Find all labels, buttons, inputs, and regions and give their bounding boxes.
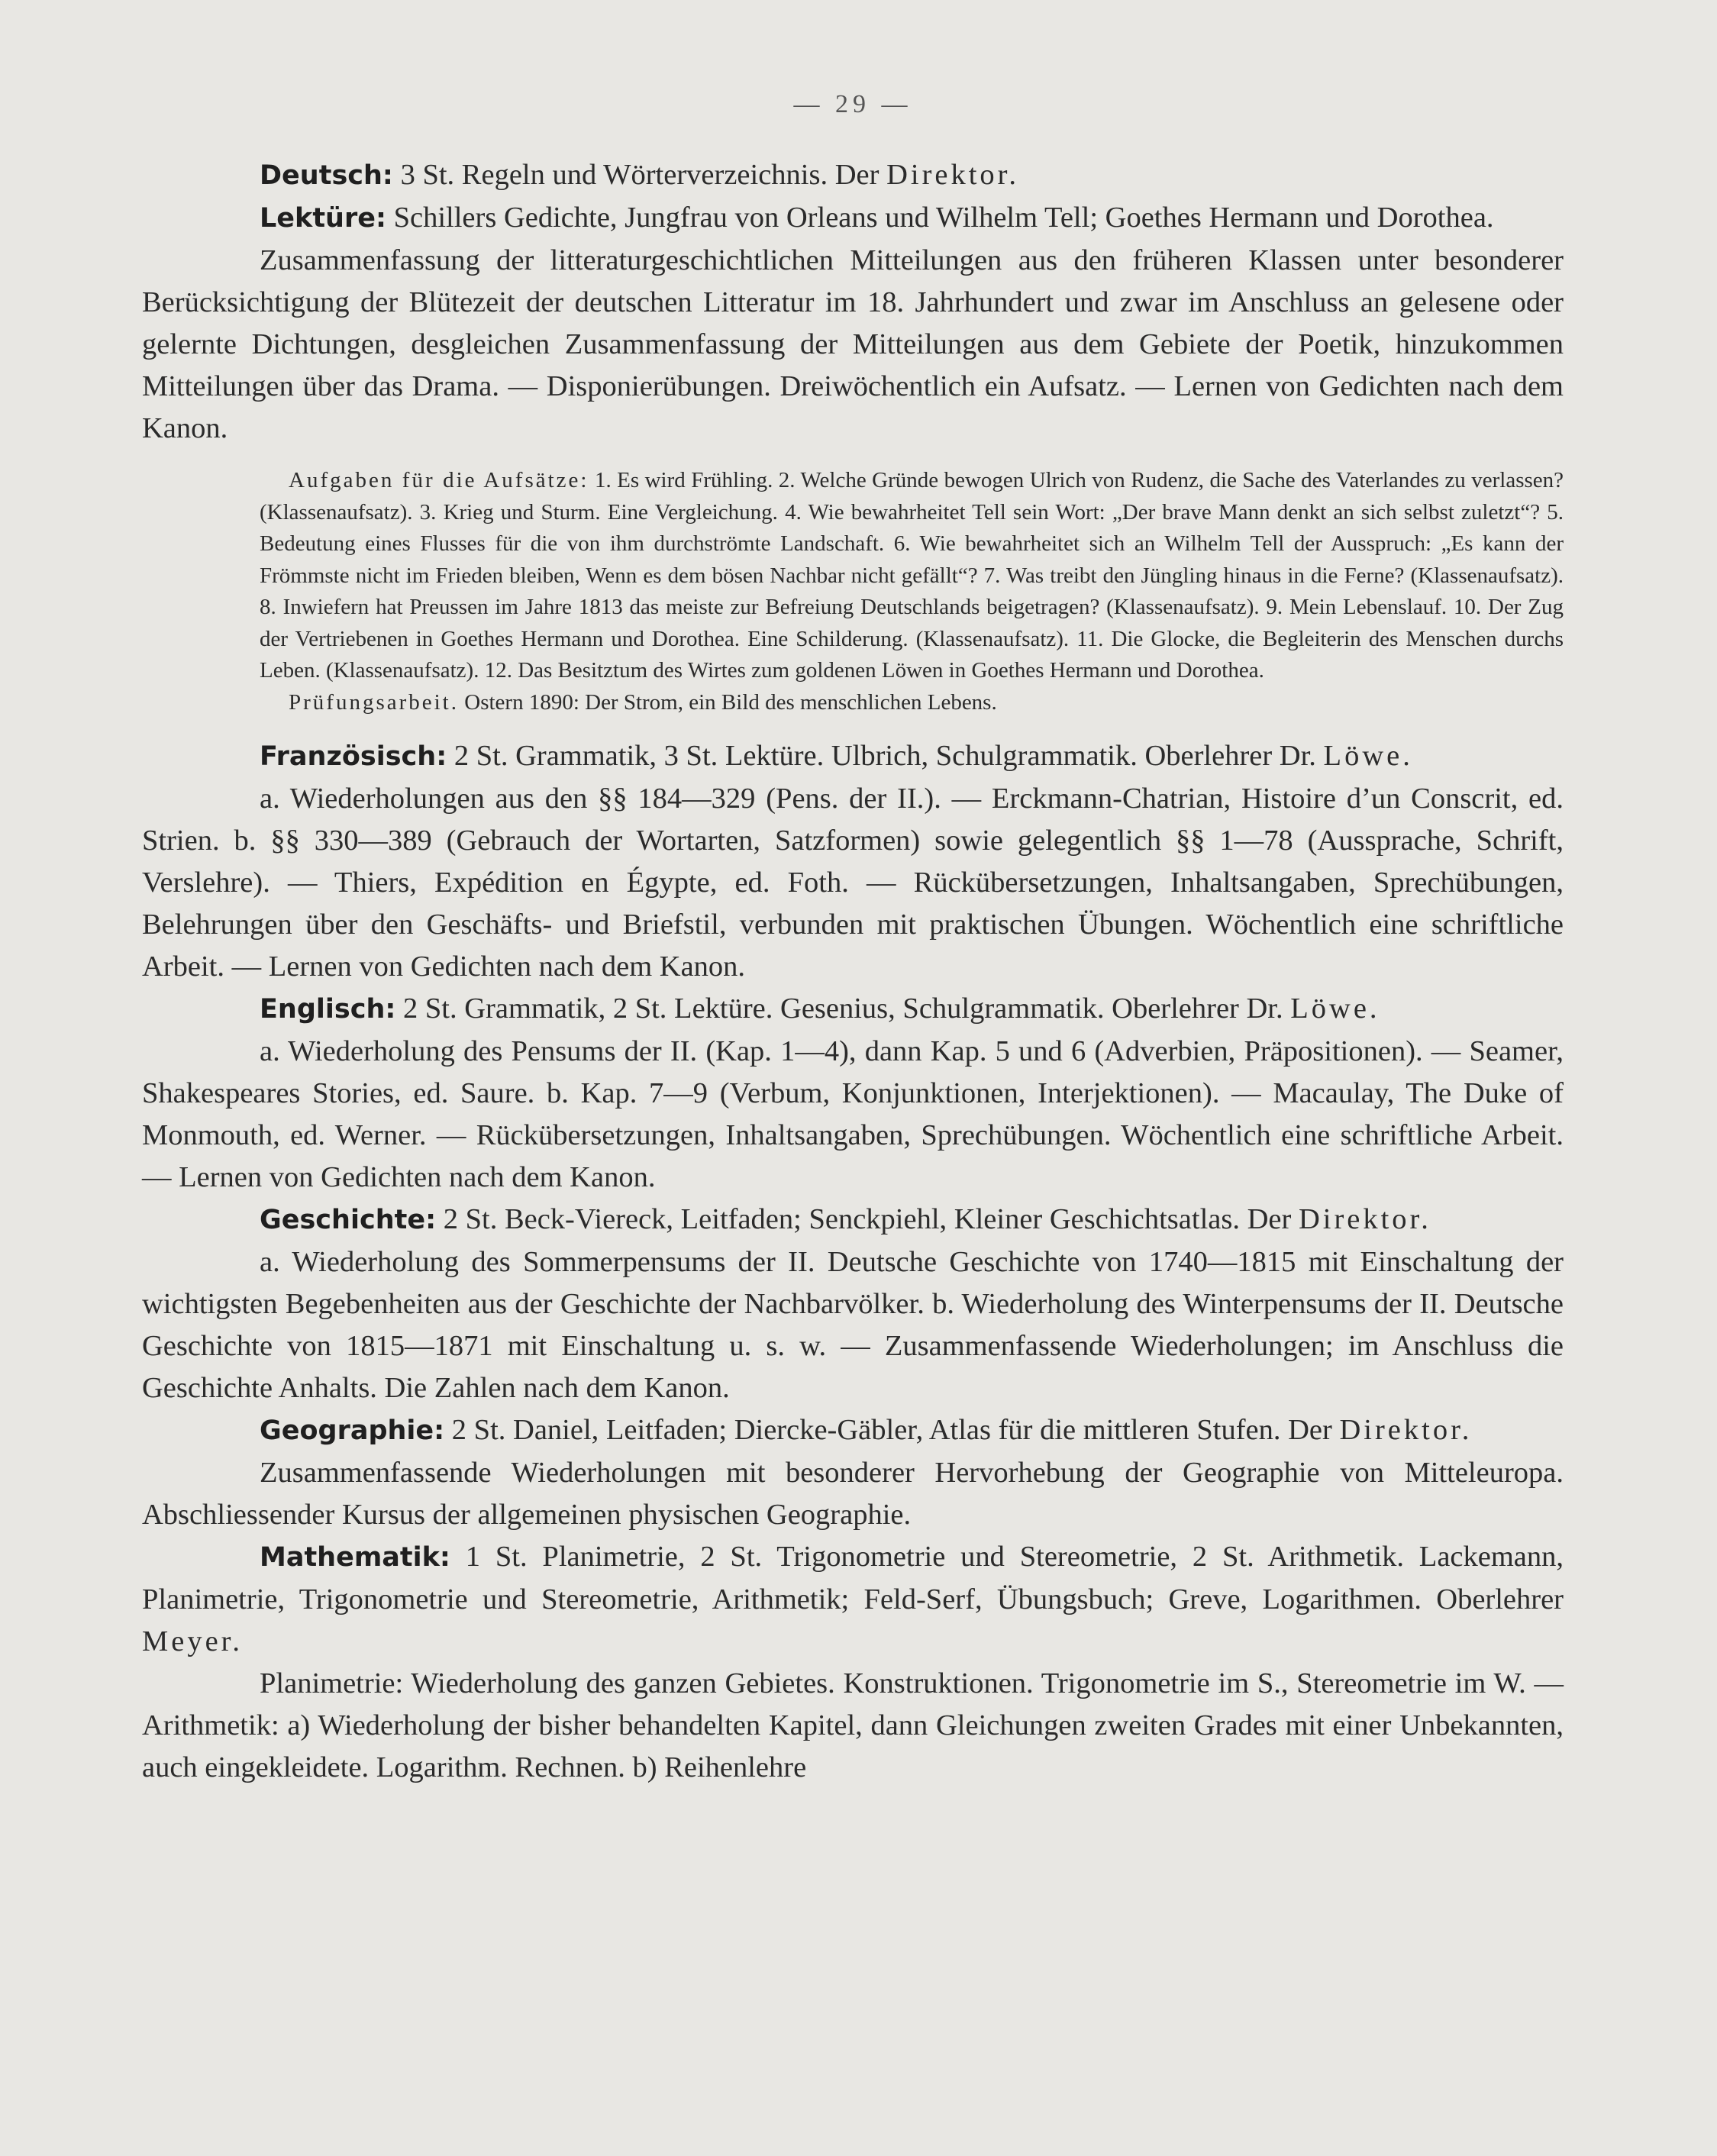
page-number: — 29 — — [793, 90, 912, 118]
geographie-info: 2 St. Daniel, Leitfaden; Diercke-Gäbler, Atlas für die mittleren Stufen. Der — [451, 1414, 1332, 1446]
mathematik-heading: Mathematik: — [260, 1542, 450, 1573]
franzoesisch-info: 2 St. Grammatik, 3 St. Lektüre. Ulbrich, Schulgrammatik. Oberlehrer Dr. — [453, 740, 1316, 772]
deutsch-info: 3 St. Regeln und Wörterverzeichnis. Der — [400, 159, 879, 191]
englisch-header-paragraph — [142, 988, 1564, 1031]
deutsch-lektuere-heading: Lektüre: — [260, 203, 386, 234]
geschichte-heading: Geschichte: — [260, 1205, 437, 1235]
franzoesisch-heading: Französisch: — [260, 741, 447, 772]
englisch-info: 2 St. Grammatik, 2 St. Lektüre. Gesenius, Schulgrammatik. Oberlehrer Dr. — [403, 992, 1283, 1025]
deutsch-header-paragraph — [142, 154, 1564, 197]
deutsch-pruefung-label: Prüfungsarbeit. — [289, 689, 459, 715]
franzoesisch-teacher: Löwe. — [1323, 740, 1413, 772]
franzoesisch-text-paragraph: a. Wiederholungen aus den §§ 184—329 (Pens. der II.). — Erckmann-Chatrian, Histoire d’un Conscrit, ed. Strien. b. §§ 330—389 (Gebrauch der Wortarten, Satzformen) sowie gelegentlich §§ 1—78 (Aussprache, Schrift, Verslehre). — Thiers, Expédition en Égypte, ed. Foth. — Rückübersetzungen, Inhaltsangaben, Sprechübungen, Belehrungen über den Geschäfts- und Briefstil, verbunden mit praktischen Übungen. Wöchentlich eine schriftliche Arbeit. — Lernen von Gedichten nach dem Kanon. — [142, 783, 1564, 983]
geographie-heading: Geographie: — [260, 1415, 445, 1446]
deutsch-aufgaben-label: Aufgaben für die Aufsätze: — [289, 468, 589, 492]
mathematik-text-paragraph: Planimetrie: Wiederholung des ganzen Gebietes. Konstruktionen. Trigonometrie im S., Stereometrie im W. — Arithmetik: a) Wiederholung der bisher behandelten Kapitel, dann Gleichungen zweiten Grades mit einer Unbekannten, auch eingekleidete. Logarithm. Rechnen. b) Reihenlehre — [142, 1667, 1564, 1783]
deutsch-pruefung-text: Ostern 1890: Der Strom, ein Bild des menschlichen Lebens. — [464, 689, 997, 715]
englisch-teacher: Löwe. — [1290, 992, 1380, 1025]
page-content — [142, 90, 1564, 1789]
deutsch-lektuere-paragraph — [142, 197, 1564, 240]
deutsch-teacher: Direktor. — [886, 159, 1019, 191]
geschichte-teacher: Direktor. — [1298, 1203, 1431, 1235]
mathematik-teacher: Meyer. — [142, 1625, 243, 1657]
deutsch-aufgaben-text: 1. Es wird Frühling. 2. Welche Gründe bewogen Ulrich von Rudenz, die Sache des Vaterlandes zu verlassen? (Klassenaufsatz). 3. Krieg und Sturm. Eine Vergleichung. 4. Wie bewahrheitet Tell sein Wort: „Der brave Mann denkt an sich selbst zuletzt“? 5. Bedeutung eines Flusses für die von ihm durchströmte Landschaft. 6. Wie bewahrheitet sich an Wilhelm Tell der Ausspruch: „Es kann der Frömmste nicht im Frieden bleiben, Wenn es dem bösen Nachbar nicht gefällt“? 7. Was treibt den Jüngling hinaus in die Ferne? (Klassenaufsatz). 8. Inwiefern hat Preussen im Jahre 1813 das meiste zur Befreiung Deutschlands beigetragen? (Klassenaufsatz). 9. Mein Lebenslauf. 10. Der Zug der Vertriebenen in Goethes Hermann und Dorothea. Eine Schilderung. (Klassenaufsatz). 11. Die Glocke, die Begleiterin des Menschen durchs Leben. (Klassenaufsatz). 12. Das Besitztum des Wirtes zum goldenen Löwen in Goethes Hermann und Dorothea. — [260, 468, 1564, 683]
deutsch-summary-paragraph: Zusammenfassung der litteraturgeschichtlichen Mitteilungen aus den früheren Klassen unter besonderer Berücksichtigung der Blütezeit der deutschen Litteratur im 18. Jahrhundert und zwar im Anschluss an gelesene oder gelernte Dichtungen, desgleichen Zusammenfassung der Mitteilungen aus dem Gebiete der Poetik, hinzukommen Mitteilungen über das Drama. — Disponierübungen. Dreiwöchentlich ein Aufsatz. — Lernen von Gedichten nach dem Kanon. — [142, 244, 1564, 444]
geschichte-info: 2 St. Beck-Viereck, Leitfaden; Senckpiehl, Kleiner Geschichtsatlas. Der — [443, 1203, 1292, 1235]
englisch-text-paragraph: a. Wiederholung des Pensums der II. (Kap. 1—4), dann Kap. 5 und 6 (Adverbien, Präpositionen). — Seamer, Shakespeares Stories, ed. Saure. b. Kap. 7—9 (Verbum, Konjunktionen, Interjektionen). — Macaulay, The Duke of Monmouth, ed. Werner. — Rückübersetzungen, Inhaltsangaben, Sprechübungen. Wöchentlich eine schriftliche Arbeit. — Lernen von Gedichten nach dem Kanon. — [142, 1035, 1564, 1193]
deutsch-lektuere-text: Schillers Gedichte, Jungfrau von Orleans und Wilhelm Tell; Goethes Hermann und Dorothea. — [393, 202, 1494, 234]
geschichte-text-paragraph: a. Wiederholung des Sommerpensums der II. Deutsche Geschichte von 1740—1815 mit Einschaltung der wichtigsten Begebenheiten aus der Geschichte der Nachbarvölker. b. Wiederholung des Winterpensums der II. Deutsche Geschichte von 1815—1871 mit Einschaltung u. s. w. — Zusammenfassende Wiederholungen; im Anschluss die Geschichte Anhalts. Die Zahlen nach dem Kanon. — [142, 1246, 1564, 1404]
mathematik-info: 1 St. Planimetrie, 2 St. Trigonometrie und Stereometrie, 2 St. Arithmetik. Lackemann, Planimetrie, Trigonometrie und Stereometrie, Arithmetik; Feld-Serf, Übungsbuch; Greve, Logarithmen. Oberlehrer — [142, 1541, 1564, 1615]
geographie-header-paragraph — [142, 1409, 1564, 1452]
franzoesisch-header-paragraph — [142, 735, 1564, 778]
deutsch-heading: Deutsch: — [260, 160, 393, 191]
mathematik-header-paragraph — [142, 1536, 1564, 1663]
englisch-heading: Englisch: — [260, 994, 396, 1025]
geographie-teacher: Direktor. — [1339, 1414, 1473, 1446]
deutsch-pruefung-paragraph — [260, 687, 1564, 719]
geschichte-header-paragraph — [142, 1199, 1564, 1241]
deutsch-aufgaben-paragraph — [260, 465, 1564, 687]
geographie-text-paragraph: Zusammenfassende Wiederholungen mit besonderer Hervorhebung der Geographie von Mitteleuropa. Abschliessender Kursus der allgemeinen physischen Geographie. — [142, 1457, 1564, 1531]
